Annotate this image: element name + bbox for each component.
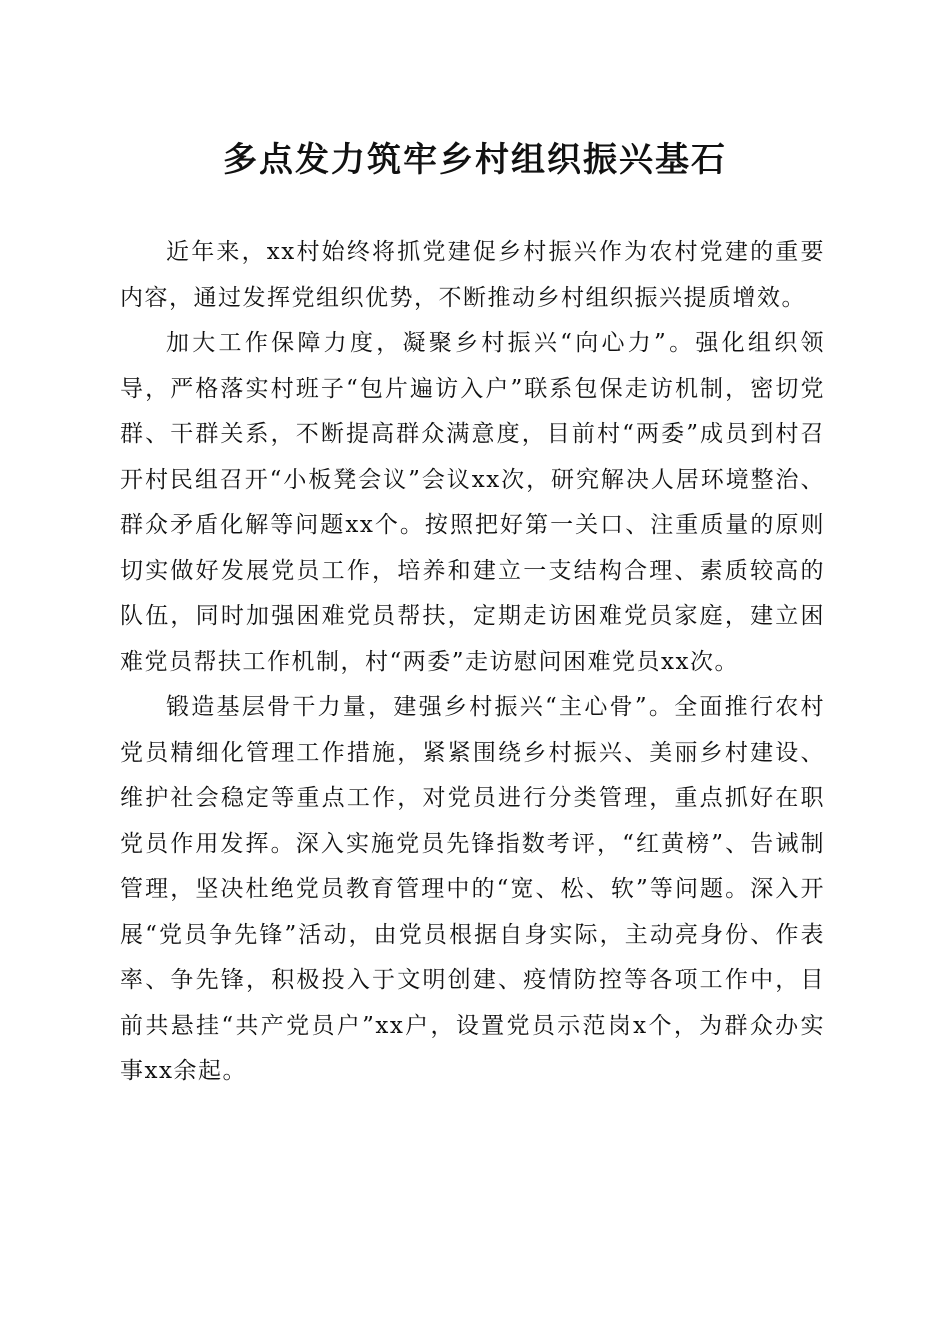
document-body — [120, 230, 825, 1095]
document-title: 多点发力筑牢乡村组织振兴基石 — [223, 140, 727, 180]
paragraph-intro: 近年来，xx村始终将抓党建促乡村振兴作为农村党建的重要内容，通过发挥党组织优势，不断推动乡村组织振兴提质增效。 — [120, 239, 825, 311]
paragraph-backbone-forces: 锻造基层骨干力量，建强乡村振兴“主心骨”。全面推行农村党员精细化管理工作措施，紧紧围绕乡村振兴、美丽乡村建设、维护社会稳定等重点工作，对党员进行分类管理，重点抓好在职党员作用发挥。深入实施党员先锋指数考评，“红黄榜”、告诫制管理，坚决杜绝党员教育管理中的“宽、松、软”等问题。深入开展“党员争先锋”活动，由党员根据自身实际，主动亮身份、作表率、争先锋，积极投入于文明创建、疫情防控等各项工作中，目前共悬挂“共产党员户”xx户，设置党员示范岗x个，为群众办实事xx余起。 — [120, 694, 825, 1084]
paragraph-work-guarantee: 加大工作保障力度，凝聚乡村振兴“向心力”。强化组织领导，严格落实村班子“包片遍访入户”联系包保走访机制，密切党群、干群关系，不断提高群众满意度，目前村“两委”成员到村召开村民组召开“小板凳会议”会议xx次，研究解决人居环境整治、群众矛盾化解等问题xx个。按照把好第一关口、注重质量的原则切实做好发展党员工作，培养和建立一支结构合理、素质较高的队伍，同时加强困难党员帮扶，定期走访困难党员家庭，建立困难党员帮扶工作机制，村“两委”走访慰问困难党员xx次。 — [120, 330, 825, 675]
